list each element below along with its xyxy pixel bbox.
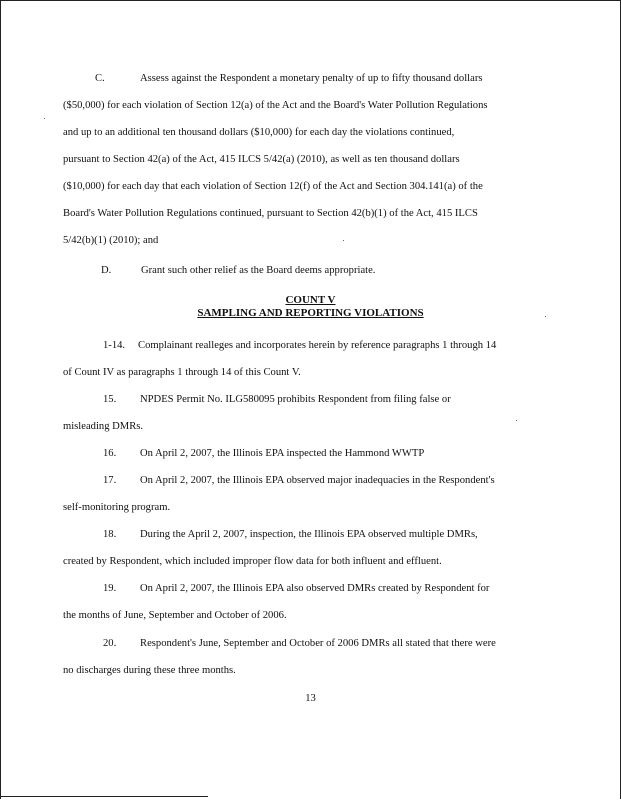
paragraph-18-line-1: 18. During the April 2, 2007, inspection, the Illinois EPA observed multiple DMRs, [103,529,478,540]
paragraph-number: 17. [103,475,117,486]
scan-speck [516,420,517,421]
paragraph-19-line-1: 19. On April 2, 2007, the Illinois EPA also observed DMRs created by Respondent for [103,583,490,594]
paragraph-c-line-7: 5/42(b)(1) (2010); and [63,235,159,246]
scan-speck [545,316,546,317]
count-subtitle: SAMPLING AND REPORTING VIOLATIONS [197,307,424,319]
paragraph-16-line-1: 16. On April 2, 2007, the Illinois EPA inspected the Hammond WWTP [103,448,425,459]
paragraph-c-label: C. [95,73,105,84]
count-title: COUNT V [285,294,336,306]
paragraph-15-line-2: misleading DMRs. [63,421,144,432]
bottom-rule [0,796,208,797]
paragraph-number: 19. [103,583,117,594]
paragraph-17-line-2: self-monitoring program. [63,502,171,513]
page-number: 13 [305,693,316,704]
paragraph-number: 18. [103,529,117,540]
paragraph-1-14-line-2: of Count IV as paragraphs 1 through 14 of this Count V. [63,367,301,378]
paragraph-number: 15. [103,394,117,405]
paragraph-19-line-2: the months of June, September and October of 2006. [63,610,287,621]
paragraph-20-line-2: no discharges during these three months. [63,665,236,676]
scan-speck [44,118,45,119]
paragraph-20-line-1: 20. Respondent's June, September and October of 2006 DMRs all stated that there were [103,638,496,649]
paragraph-number: 1-14. [103,340,126,351]
paragraph-number: 16. [103,448,117,459]
paragraph-17-line-1: 17. On April 2, 2007, the Illinois EPA observed major inadequacies in the Respondent's [103,475,495,486]
paragraph-c-line-4: pursuant to Section 42(a) of the Act, 415 ILCS 5/42(a) (2010), as well as ten thousand dollars [63,154,460,165]
scan-speck [343,240,344,241]
paragraph-18-line-2: created by Respondent, which included improper flow data for both influent and effluent. [63,556,442,567]
paragraph-1-14-line-1: 1-14. Complainant realleges and incorporates herein by reference paragraphs 1 through 14 [103,340,497,351]
paragraph-c-line-5: ($10,000) for each day that each violation of Section 12(f) of the Act and Section 304.141(a) of the [63,181,483,192]
paragraph-d-label: D. [101,265,112,276]
paragraph-c-line-3: and up to an additional ten thousand dollars ($10,000) for each day the violations continued, [63,127,455,138]
paragraph-c-line-1: C. Assess against the Respondent a monetary penalty of up to fifty thousand dollars [95,73,483,84]
paragraph-d: D. Grant such other relief as the Board deems appropriate. [101,265,376,276]
paragraph-c-line-6: Board's Water Pollution Regulations continued, pursuant to Section 42(b)(1) of the Act, 415 ILCS [63,208,478,219]
paragraph-c-line-2: ($50,000) for each violation of Section 12(a) of the Act and the Board's Water Pollution Regulations [63,100,488,111]
paragraph-15-line-1: 15. NPDES Permit No. ILG580095 prohibits Respondent from filing false or [103,394,451,405]
paragraph-number: 20. [103,638,117,649]
